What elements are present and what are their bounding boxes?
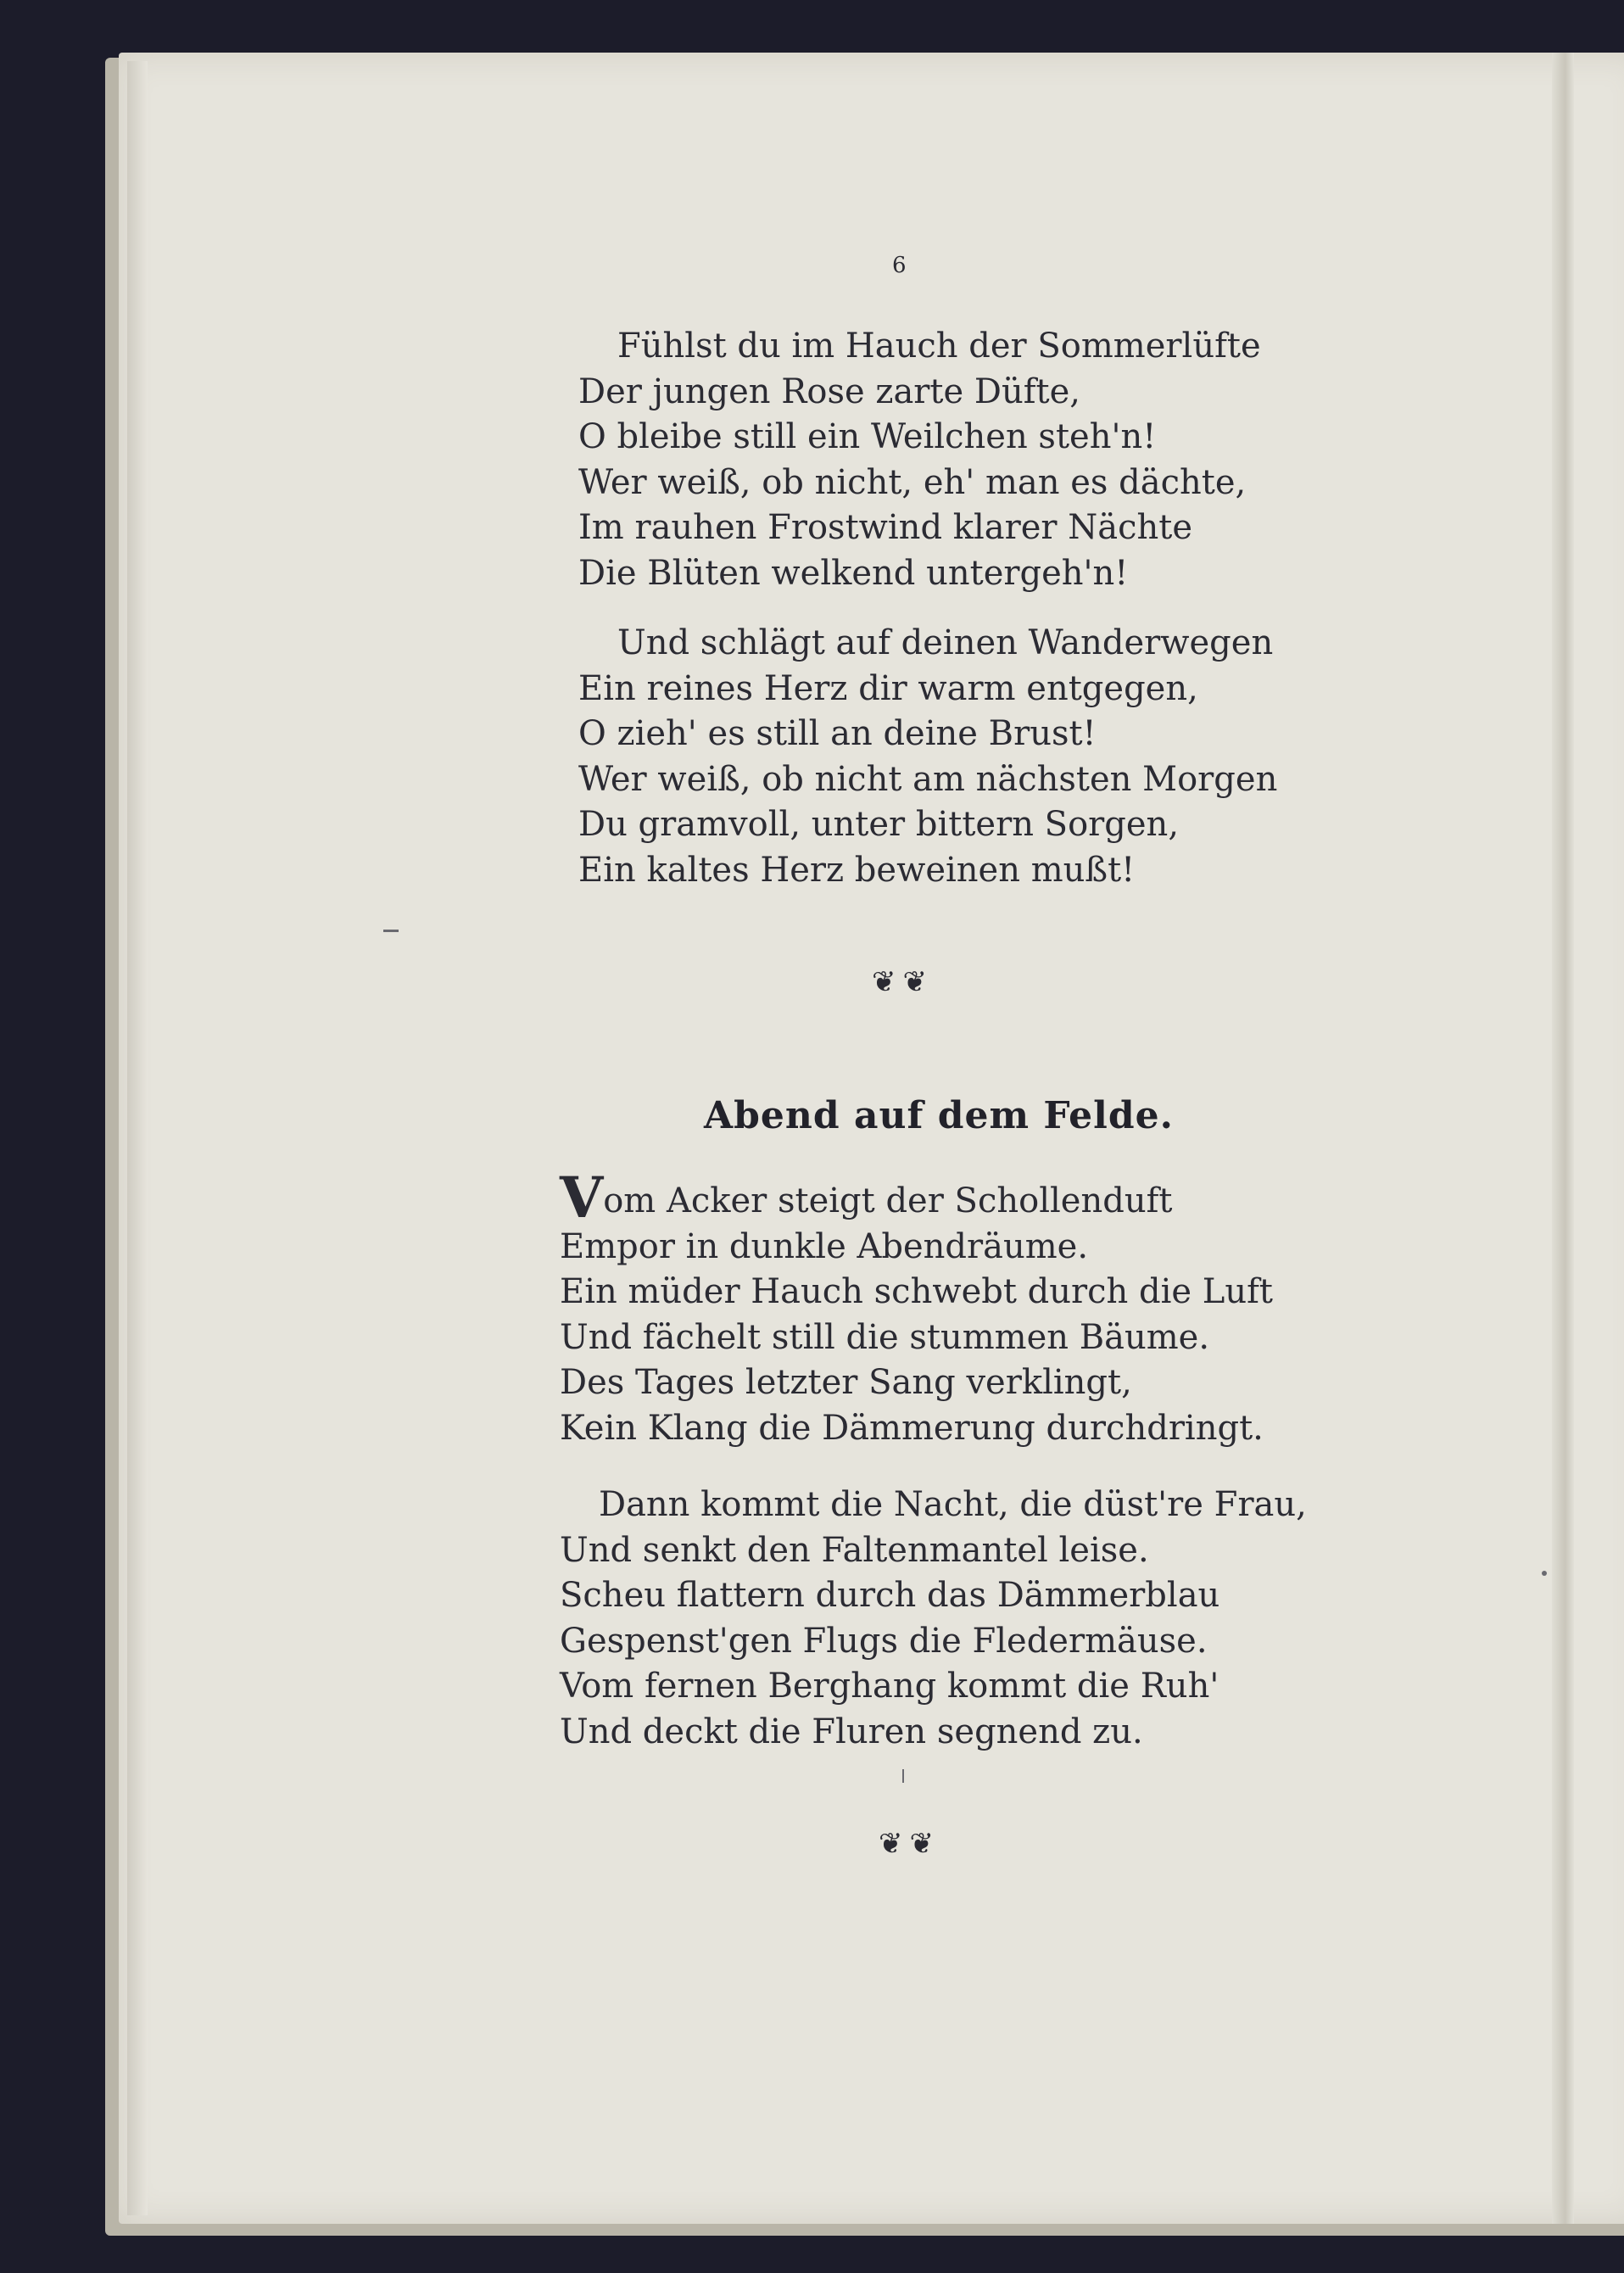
poem1-stanza2: [578, 621, 1277, 893]
fleuron-ornament: ❦❦: [879, 1827, 940, 1861]
scan-speck: [383, 930, 399, 932]
poem-line: Und schlägt auf deinen Wanderwegen: [617, 623, 1274, 662]
poem-line: Dann kommt die Nacht, die düst're Frau,: [599, 1485, 1307, 1524]
poem-line: Im rauhen Frostwind klarer Nächte: [578, 508, 1193, 547]
drop-cap: V: [560, 1164, 604, 1231]
page-number: 6: [892, 253, 907, 278]
page-left-edge: [127, 61, 148, 2215]
poem-line: Ein reines Herz dir warm entgegen,: [578, 668, 1198, 708]
poem1-stanza1: [578, 324, 1261, 596]
poem-line: Kein Klang die Dämmerung durchdringt.: [560, 1408, 1264, 1448]
poem-line: om Acker steigt der Schollenduft: [603, 1181, 1173, 1220]
poem-line: Vom fernen Berghang kommt die Ruh': [560, 1667, 1219, 1706]
poem-line: Und fächelt still die stummen Bäume.: [560, 1317, 1210, 1357]
poem-line: Gespenst'gen Flugs die Fledermäuse.: [560, 1621, 1208, 1661]
poem-line: O zieh' es still an deine Brust!: [578, 714, 1097, 753]
poem2-stanza2: [560, 1483, 1307, 1755]
poem-line: Und senkt den Faltenmantel leise.: [560, 1530, 1149, 1570]
fleuron-ornament: ❦❦: [872, 965, 934, 999]
poem-line: Des Tages letzter Sang verklingt,: [560, 1363, 1132, 1402]
poem-line: Ein müder Hauch schwebt durch die Luft: [560, 1272, 1273, 1311]
poem-line: Du gramvoll, unter bittern Sorgen,: [578, 805, 1180, 844]
poem-line: Wer weiß, ob nicht am nächsten Morgen: [578, 759, 1278, 799]
book-gutter: [1552, 53, 1574, 2224]
poem-line: Der jungen Rose zarte Düfte,: [578, 371, 1080, 411]
poem-line: Die Blüten welkend untergeh'n!: [578, 553, 1129, 593]
poem-line: Und deckt die Fluren segnend zu.: [560, 1712, 1143, 1751]
scan-speck: [1542, 1571, 1547, 1576]
poem2-stanza1: [560, 1164, 1273, 1451]
poem-line: Ein kaltes Herz beweinen mußt!: [578, 850, 1136, 890]
poem-line: Empor in dunkle Abendräume.: [560, 1226, 1089, 1266]
poem-line: O bleibe still ein Weilchen steh'n!: [578, 417, 1157, 456]
poem-line: Wer weiß, ob nicht, eh' man es dächte,: [578, 462, 1247, 502]
poem-line: Fühlst du im Hauch der Sommerlüfte: [617, 327, 1261, 366]
poem-first-line: [560, 1164, 1273, 1231]
poem-title: Abend auf dem Felde.: [704, 1094, 1174, 1137]
poem-line: Scheu flattern durch das Dämmerblau: [560, 1576, 1220, 1615]
scan-speck: [902, 1769, 904, 1783]
